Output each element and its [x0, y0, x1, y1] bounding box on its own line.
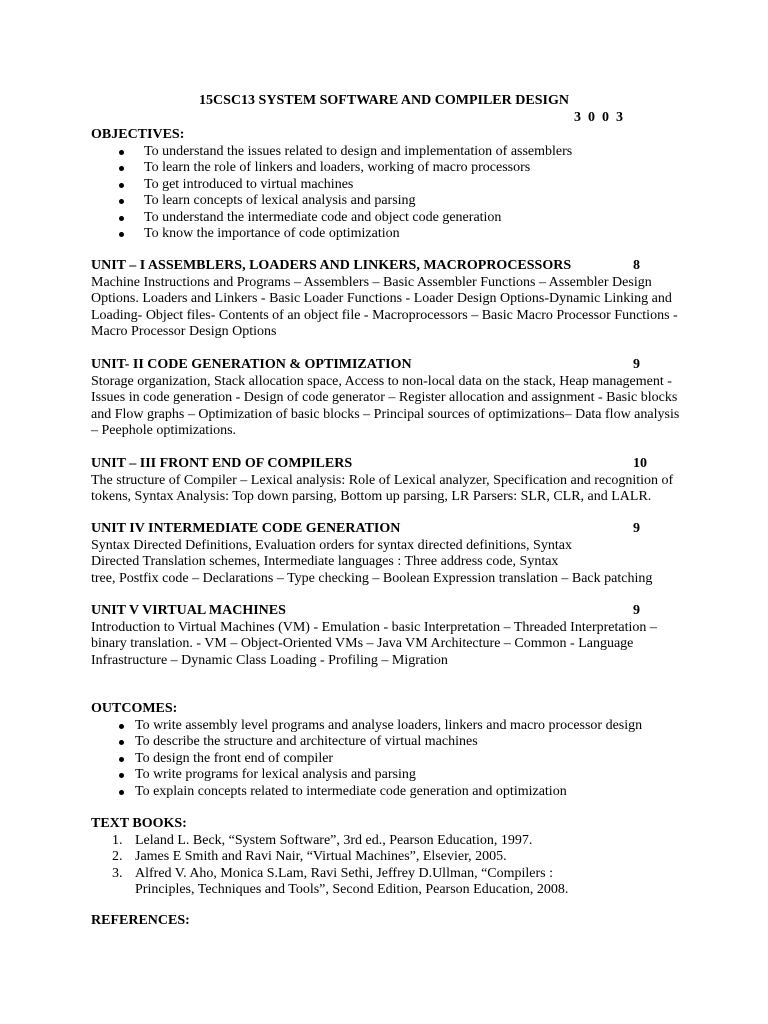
unit-line: Introduction to Virtual Machines (VM) - Emulation - basic Interpretation – Threaded Interpretation –: [91, 619, 657, 635]
unit-4-section: [91, 521, 671, 587]
unit-line: The structure of Compiler – Lexical analysis: Role of Lexical analyzer, Specification and recognition of: [91, 472, 674, 488]
unit-heading: [91, 456, 671, 473]
objectives-heading: OBJECTIVES:: [91, 127, 185, 142]
unit-line: Loading- Object files- Contents of an object file - Macroprocessors – Basic Macro Processor Functions -: [91, 307, 678, 323]
bullet-icon: [119, 232, 124, 237]
references-heading: REFERENCES:: [91, 913, 190, 928]
outcome-item: [91, 718, 671, 735]
unit-title: UNIT – III FRONT END OF COMPILERS: [91, 456, 353, 471]
course-title: 15CSC13 SYSTEM SOFTWARE AND COMPILER DESIGN: [199, 93, 569, 108]
unit-line: Syntax Directed Definitions, Evaluation orders for syntax directed definitions, Syntax: [91, 537, 572, 553]
outcomes-list: [91, 718, 671, 801]
unit-1-section: [91, 258, 678, 341]
book-line: Leland L. Beck, “System Software”, 3rd ed., Pearson Education, 1997.: [135, 832, 533, 848]
unit-line: tree, Postfix code – Declarations – Type checking – Boolean Expression translation – Back patching: [91, 570, 653, 586]
objective-text: To learn concepts of lexical analysis and parsing: [144, 193, 416, 208]
outcomes-section: [91, 701, 671, 800]
outcome-text: To explain concepts related to intermediate code generation and optimization: [135, 783, 567, 799]
unit-heading: [91, 603, 671, 620]
objective-text: To understand the intermediate code and object code generation: [144, 209, 502, 225]
objective-item: [91, 160, 671, 177]
text-books-heading: TEXT BOOKS:: [91, 816, 187, 831]
unit-line: Options. Loaders and Linkers - Basic Loader Functions - Loader Design Options-Dynamic Linking and: [91, 291, 672, 306]
text-books-list: [91, 833, 671, 899]
unit-3-section: [91, 456, 674, 506]
unit-line: Directed Translation schemes, Intermediate languages : Three address code, Syntax: [91, 554, 559, 569]
objective-item: [91, 193, 671, 210]
book-line: Alfred V. Aho, Monica S.Lam, Ravi Sethi, Jeffrey D.Ullman, “Compilers :: [135, 865, 554, 881]
outcome-item: [91, 751, 671, 768]
outcome-item: [91, 734, 671, 751]
objective-item: [91, 210, 671, 227]
objective-text: To understand the issues related to design and implementation of assemblers: [144, 143, 573, 159]
unit-line: and Flow graphs – Optimization of basic blocks – Principal sources of optimizations– Data flow analysis: [91, 406, 680, 422]
unit-hours: 8: [633, 258, 640, 273]
objectives-section: [91, 127, 671, 243]
unit-title: UNIT- II CODE GENERATION & OPTIMIZATION: [91, 357, 412, 372]
book-item: [91, 849, 671, 866]
unit-hours: 9: [633, 357, 640, 372]
outcome-text: To write assembly level programs and analyse loaders, linkers and macro processor design: [135, 717, 643, 733]
bullet-icon: [119, 757, 124, 762]
unit-heading: [91, 521, 671, 538]
book-line: Principles, Techniques and Tools”, Second Edition, Pearson Education, 2008.: [135, 882, 569, 897]
book-item: [91, 833, 671, 850]
unit-title: UNIT – I ASSEMBLERS, LOADERS AND LINKERS, MACROPROCESSORS: [91, 258, 572, 273]
objective-item: [91, 144, 671, 161]
bullet-icon: [119, 740, 124, 745]
bullet-icon: [119, 724, 124, 729]
unit-title: UNIT IV INTERMEDIATE CODE GENERATION: [91, 521, 401, 536]
outcome-text: To write programs for lexical analysis and parsing: [135, 767, 416, 782]
unit-line: tokens, Syntax Analysis: Top down parsing, Bottom up parsing, LR Parsers: SLR, CLR, and LALR.: [91, 489, 652, 504]
unit-heading: [91, 258, 671, 275]
unit-2-section: [91, 357, 680, 440]
bullet-icon: [119, 150, 124, 155]
objective-text: To know the importance of code optimization: [144, 226, 400, 241]
outcome-text: To design the front end of compiler: [135, 750, 334, 766]
outcome-item: [91, 784, 671, 801]
bullet-icon: [119, 183, 124, 188]
unit-hours: 9: [633, 603, 640, 618]
book-number: 2.: [112, 849, 123, 864]
objective-text: To get introduced to virtual machines: [144, 176, 354, 192]
bullet-icon: [119, 790, 124, 795]
unit-heading: [91, 357, 671, 374]
unit-line: Issues in code generation - Design of code generator – Register allocation and assignment - Basic blocks: [91, 390, 678, 405]
unit-hours: 9: [633, 521, 640, 536]
outcome-text: To describe the structure and architecture of virtual machines: [135, 734, 478, 749]
course-credits: 3 0 0 3: [574, 110, 623, 125]
references-section: [91, 913, 671, 930]
book-item: [91, 866, 671, 899]
unit-hours: 10: [633, 456, 647, 471]
unit-line: Infrastructure – Dynamic Class Loading - Profiling – Migration: [91, 652, 448, 668]
unit-line: Macro Processor Design Options: [91, 324, 277, 339]
book-number: 1.: [112, 832, 123, 848]
book-number: 3.: [112, 865, 123, 881]
bullet-icon: [119, 199, 124, 204]
bullet-icon: [119, 216, 124, 221]
bullet-icon: [119, 166, 124, 171]
unit-5-section: [91, 603, 671, 669]
unit-line: Storage organization, Stack allocation space, Access to non-local data on the stack, Heap management -: [91, 373, 672, 389]
objective-text: To learn the role of linkers and loaders, working of macro processors: [144, 160, 531, 175]
bullet-icon: [119, 773, 124, 778]
unit-title: UNIT V VIRTUAL MACHINES: [91, 603, 286, 618]
text-books-section: [91, 816, 671, 899]
unit-line: – Peephole optimizations.: [91, 423, 237, 438]
outcome-item: [91, 767, 671, 784]
objective-item: [91, 177, 671, 194]
objectives-list: [91, 144, 671, 243]
unit-line: Machine Instructions and Programs – Assemblers – Basic Assembler Functions – Assembler Design: [91, 274, 652, 290]
outcomes-heading: OUTCOMES:: [91, 701, 178, 716]
book-line: James E Smith and Ravi Nair, “Virtual Machines”, Elsevier, 2005.: [135, 849, 507, 864]
objective-item: [91, 226, 671, 243]
unit-line: binary translation. - VM – Object-Oriented VMs – Java VM Architecture – Common - Language: [91, 636, 634, 651]
